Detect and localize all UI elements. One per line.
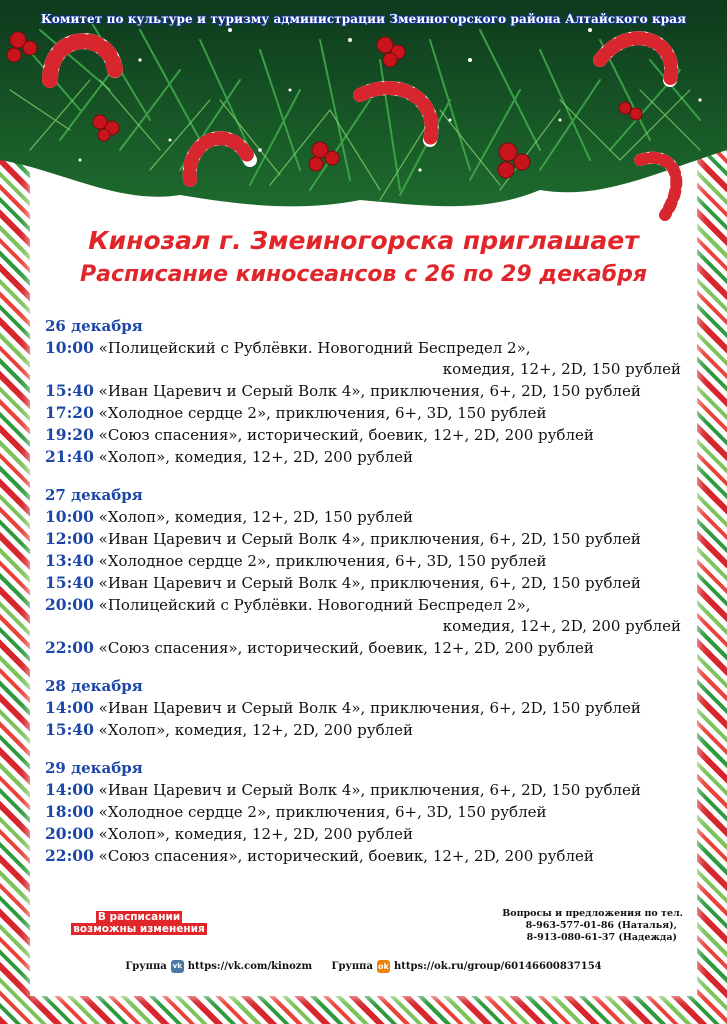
schedule-date: 27 декабря (45, 486, 143, 504)
session-row (45, 823, 685, 845)
session-row (45, 380, 685, 402)
session-film: «Полицейский с Рублёвки. Новогодний Беспредел 2», (93, 596, 531, 614)
schedule-change-notice (70, 911, 208, 935)
session-row (45, 779, 685, 801)
session-time: 22:00 (45, 846, 94, 865)
schedule-date: 26 декабря (45, 317, 143, 335)
session-row (45, 550, 685, 572)
session-row (45, 572, 685, 594)
vk-group-url[interactable]: https://vk.com/kinozm (187, 961, 313, 972)
notice-line-2: возможны изменения (73, 923, 205, 935)
session-row (45, 506, 685, 528)
session-film-continued: комедия, 12+, 2D, 150 рублей (442, 360, 681, 378)
session-film: «Холодное сердце 2», приключения, 6+, 3D, 150 рублей (93, 404, 547, 422)
session-time: 19:20 (45, 425, 94, 444)
contacts-heading: Вопросы и предложения по тел. (502, 908, 683, 919)
schedule (45, 316, 685, 884)
contact-phone-1: 8-963-577-01-86 (Наталья), (525, 920, 677, 931)
organization-name: Комитет по культуре и туризму администрации Змеиногорского района Алтайского края (40, 12, 687, 26)
page-title: Кинозал г. Змеиногорска приглашает (88, 226, 639, 255)
session-film: «Иван Царевич и Серый Волк 4», приключения, 6+, 2D, 150 рублей (93, 530, 641, 548)
session-row (45, 402, 685, 424)
page-subtitle: Расписание киносеансов с 26 по 29 декабря (79, 262, 648, 287)
vk-icon: vk (171, 960, 184, 973)
session-row (45, 801, 685, 823)
session-row (45, 719, 685, 741)
schedule-day (45, 316, 685, 468)
schedule-date: 28 декабря (45, 677, 143, 695)
session-film: «Иван Царевич и Серый Волк 4», приключения, 6+, 2D, 150 рублей (93, 699, 641, 717)
session-film: «Иван Царевич и Серый Волк 4», приключения, 6+, 2D, 150 рублей (93, 574, 641, 592)
christmas-branches-decoration (0, 0, 727, 235)
session-row (45, 337, 685, 359)
session-film: «Холодное сердце 2», приключения, 6+, 3D, 150 рублей (93, 803, 547, 821)
contact-phone-2: 8-913-080-61-37 (Надежда) (526, 932, 677, 943)
session-row (45, 424, 685, 446)
session-time: 22:00 (45, 638, 94, 657)
ok-icon: ok (378, 962, 389, 971)
notice-line-1: В расписании (97, 911, 181, 923)
vk-group-label: Группа (125, 961, 167, 972)
session-film: «Союз спасения», исторический, боевик, 12+, 2D, 200 рублей (93, 426, 594, 444)
session-film-continued: комедия, 12+, 2D, 200 рублей (442, 617, 681, 635)
contacts (423, 908, 683, 944)
session-time: 17:20 (45, 403, 94, 422)
session-time: 18:00 (45, 802, 94, 821)
session-time: 13:40 (45, 551, 94, 570)
session-time: 12:00 (45, 529, 94, 548)
schedule-day (45, 676, 685, 741)
session-film: «Иван Царевич и Серый Волк 4», приключения, 6+, 2D, 150 рублей (93, 781, 641, 799)
session-time: 15:40 (45, 573, 94, 592)
session-time: 14:00 (45, 780, 94, 799)
session-time: 21:40 (45, 447, 94, 466)
ok-group-link[interactable] (332, 960, 602, 973)
session-row (45, 594, 685, 616)
footer-links (0, 960, 727, 973)
ok-group-label: Группа (331, 961, 373, 972)
session-film: «Полицейский с Рублёвки. Новогодний Беспредел 2», (93, 339, 531, 357)
session-row (45, 697, 685, 719)
schedule-day (45, 485, 685, 659)
session-film: «Холоп», комедия, 12+, 2D, 200 рублей (93, 825, 414, 843)
session-film: «Иван Царевич и Серый Волк 4», приключения, 6+, 2D, 150 рублей (93, 382, 641, 400)
vk-group-link[interactable] (125, 960, 312, 973)
session-time: 14:00 (45, 698, 94, 717)
session-row (45, 845, 685, 867)
session-row (45, 446, 685, 468)
ok-group-url[interactable]: https://ok.ru/group/60146600837154 (393, 961, 602, 972)
session-time: 15:40 (45, 381, 94, 400)
session-film: «Холоп», комедия, 12+, 2D, 200 рублей (93, 721, 414, 739)
schedule-date: 29 декабря (45, 759, 143, 777)
schedule-day (45, 758, 685, 867)
session-time: 10:00 (45, 338, 94, 357)
session-film: «Холоп», комедия, 12+, 2D, 200 рублей (93, 448, 414, 466)
session-time: 15:40 (45, 720, 94, 739)
session-row (45, 528, 685, 550)
session-film: «Холоп», комедия, 12+, 2D, 150 рублей (93, 508, 414, 526)
session-film: «Холодное сердце 2», приключения, 6+, 3D, 150 рублей (93, 552, 547, 570)
session-time: 20:00 (45, 824, 94, 843)
session-row (45, 637, 685, 659)
session-time: 10:00 (45, 507, 94, 526)
session-time: 20:00 (45, 595, 94, 614)
session-film: «Союз спасения», исторический, боевик, 12+, 2D, 200 рублей (93, 639, 594, 657)
session-film: «Союз спасения», исторический, боевик, 12+, 2D, 200 рублей (93, 847, 594, 865)
